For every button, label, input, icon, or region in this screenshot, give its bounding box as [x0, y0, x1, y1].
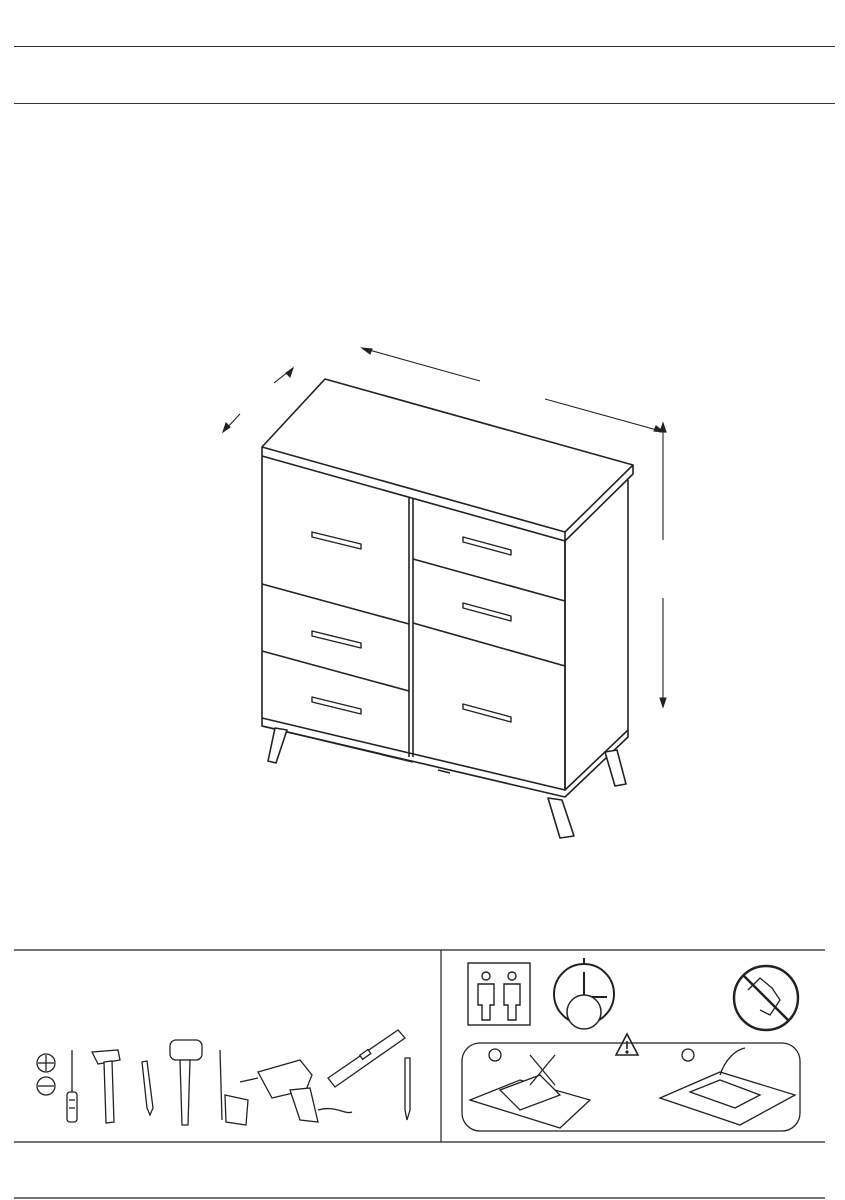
dimension-lines	[223, 348, 666, 707]
spirit-level-icon	[328, 1030, 405, 1087]
no-children-icon	[734, 966, 798, 1030]
assembly-advice-panel	[462, 1043, 800, 1131]
mallet-icon	[170, 1040, 202, 1125]
pencil-icon	[142, 1061, 153, 1115]
screwdriver-icon	[67, 1050, 77, 1122]
hammer-icon	[92, 1050, 120, 1123]
drill-bit-icon	[405, 1058, 410, 1120]
clock-icon	[554, 958, 614, 1029]
tape-measure-icon	[220, 1050, 248, 1125]
drill-icon	[240, 1060, 352, 1122]
plus-minus-icon	[37, 1054, 55, 1095]
two-persons-icon	[468, 963, 530, 1025]
bottom-panel	[14, 950, 825, 1198]
dresser-drawing	[262, 379, 633, 838]
warning-icon	[616, 1034, 638, 1055]
